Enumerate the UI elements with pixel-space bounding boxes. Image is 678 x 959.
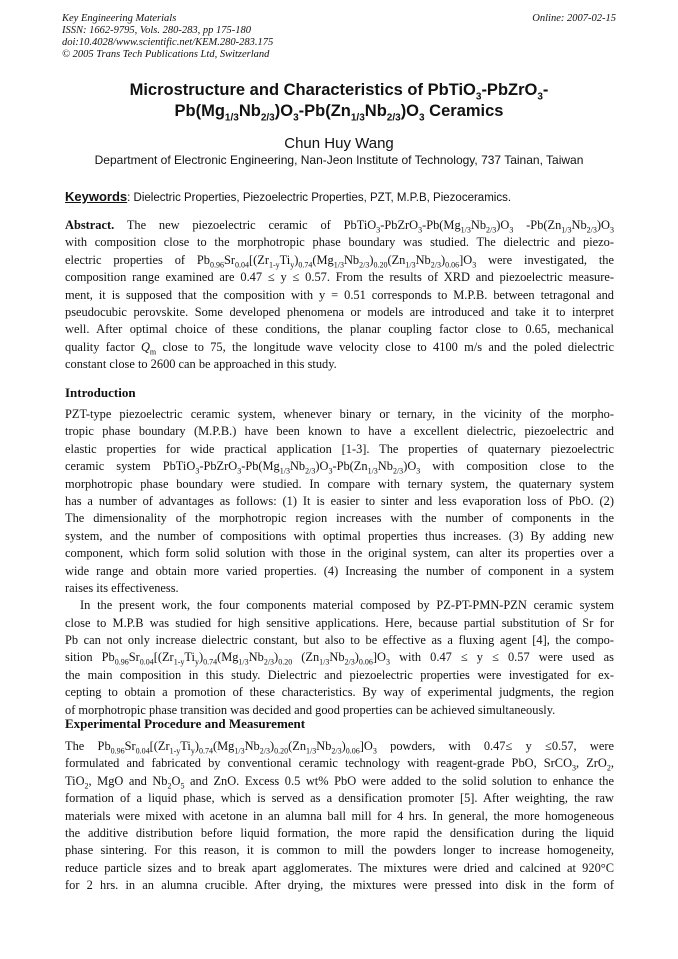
abstract-line: well. After optimal choice of these conditions, the planar coupling factor close to 0.65, mechanical: [65, 322, 614, 337]
exp-line: materials were mixed with acetone in an alumna ball mill for 4 hrs. In general, the more homogeneous: [65, 808, 614, 823]
intro-line: In the present work, the four components material composed by PZ-PT-PMN-PZN ceramic system: [80, 598, 614, 613]
intro-line: raises its effectiveness.: [65, 580, 179, 595]
abstract-line: ment, it is supposed that the composition with y = 0.51 corresponds to M.P.B. between tetragonal and: [65, 287, 614, 302]
intro-line: cepting to obtain a promotion of these characteristics. By way of experimental judgments, the region: [65, 685, 614, 700]
journal-header: [62, 13, 616, 61]
intro-line: system, and the number of compositions with optimal properties thus increases. (3) By adding new: [65, 528, 614, 543]
abstract-line: with composition close to the morphotropic phase boundary was studied. The dielectric and piezo-: [65, 235, 614, 250]
paper-title: [62, 80, 616, 122]
intro-line: The dimensionality of the morphotropic region increases with the number of components in the: [65, 511, 614, 526]
keywords-text: : Dielectric Properties, Piezoelectric Properties, PZT, M.P.B, Piezoceramics.: [127, 192, 512, 204]
introduction-body: [65, 406, 614, 719]
intro-line: close to M.P.B was studied for high sensitive applications. Here, because partial substitution of Sr for: [65, 615, 614, 630]
author-name: Chun Huy Wang: [284, 135, 394, 152]
abstract: [65, 217, 614, 374]
keywords: [65, 189, 615, 204]
title-line-1: Microstructure and Characteristics of PbTiO$_3$-PbZrO$_3$-: [129, 81, 549, 103]
intro-line: Pb can not only increase dielectric constant, but also to be effective as a fluxing agent [4], the compo-: [65, 633, 614, 648]
keywords-label: Keywords: [65, 189, 128, 204]
exp-line: phase sintering. For this reason, it is common to mill the powders longer to increase homogeneity,: [65, 843, 614, 858]
abstract-line: constant close to 2600 can be approached in this study.: [65, 357, 337, 372]
abstract-line: composition range examined are 0.47 ≤ y ≤ 0.57. From the results of XRD and piezoelectric measure-: [65, 270, 614, 285]
abstract-line: electric properties of $Pb_{0.96}Sr_{0.04}[(Zr_{1-y}Ti_y)_{0.74}(Mg_{1/3}Nb_{2/3})_{0.20}(Zn_{1/3}Nb_{2/3})_{0.06}]O_3$ were investigated, the: [65, 252, 614, 270]
exp-line: TiO$_2$, MgO and $Nb_2O_5$ and ZnO. Excess 0.5 wt% PbO were added to the solid solution to enhance the: [65, 773, 614, 791]
abstract-line: pseudocubic perovskite. Some developed phenomena or models are introduced and take it to interpret: [65, 304, 614, 319]
abstract-line: Abstract. The new piezoelectric ceramic of $PbTiO_3-PbZrO_3-Pb(Mg_{1/3}Nb_{2/3})O_3$ $-Pb(Zn_{1/3}Nb_{2/3})O_3$: [65, 218, 614, 235]
intro-line: has a number of advantages as follows: (1) It is easier to sinter and less evaporation loss of PbO. (2): [65, 493, 614, 508]
journal-doi: doi:10.4028/www.scientific.net/KEM.280-283.175: [62, 37, 274, 48]
introduction-heading: Introduction: [65, 385, 136, 400]
exp-line: formulated and fabricated by conventional ceramic technology with reagent-grade PbO, SrCO$_3$, ZrO$_2$,: [65, 756, 614, 773]
experimental-body: [65, 738, 614, 895]
intro-line: wide range and obtain more varied properties. (4) Increasing the number of component in a system: [65, 563, 614, 578]
abstract-label: Abstract.: [65, 218, 115, 232]
intro-line: ceramic system $PbTiO_3-PbZrO_3-Pb(Mg_{1/3}Nb_{2/3})O_3-Pb(Zn_{1/3}Nb_{2/3})O_3$ with composition close to the: [65, 459, 615, 476]
exp-line: the additive distribution before liquid formation, the more rapid the densification during the liquid: [65, 825, 614, 840]
intro-line: the main composition in this study. Dielectric and piezoelectric properties were investigated for ex-: [65, 667, 614, 682]
journal-name: Key Engineering Materials: [62, 13, 177, 24]
intro-line: PZT-type piezoelectric ceramic system, whenever binary or ternary, in the vicinity of the morpho-: [65, 407, 614, 421]
exp-line: The $Pb_{0.96}Sr_{0.04}[(Zr_{1-y}Ti_y)_{0.74}(Mg_{1/3}Nb_{2/3})_{0.20}(Zn_{1/3}Nb_{2/3})_{0.06}]O_3$ powders, with 0.47≤ y ≤0.57, were: [65, 739, 614, 756]
intro-line: of morphotropic phase transition was decided and good properties can be achieved simultaneously.: [65, 702, 556, 717]
intro-line: sition $Pb_{0.96}Sr_{0.04}[(Zr_{1-y}Ti_y)_{0.74}(Mg_{1/3}Nb_{2/3})_{0.20}$ $(Zn_{1/3}Nb_{2/3})_{0.06}]O_3$ with 0.47 ≤ y ≤ 0.57 were used as: [65, 650, 614, 667]
abstract-line: quality factor $Q_m$ close to 75, the longitude wave velocity close to 4100 m/s and the poled dielectric: [65, 339, 614, 357]
intro-line: tropic phase boundary (M.P.B.) have been known to have a excellent dielectric, piezoelectric and: [65, 424, 614, 439]
online-date: Online: 2007-02-15: [532, 13, 616, 24]
intro-line: morphotropic phase boundary were studied. In compare with ternary system, the quaternary system: [65, 476, 614, 491]
title-line-2: $Pb(Mg_{1/3}Nb_{2/3})O_3-Pb(Zn_{1/3}Nb_{2/3})O_3$ Ceramics: [174, 102, 504, 124]
journal-issn: ISSN: 1662-9795, Vols. 280-283, pp 175-180: [62, 25, 251, 36]
intro-line: component, which form solid solution with those in the original system, can alter its properties over a: [65, 546, 614, 561]
intro-line: elastic properties for wide practical application [1-3]. The properties of quaternary piezoelectric: [65, 441, 614, 456]
journal-copyright: © 2005 Trans Tech Publications Ltd, Switzerland: [62, 49, 270, 60]
exp-line: reduce particle sizes and to break apart agglomerates. The mixtures were dried and calcined at 920°C: [65, 860, 614, 875]
exp-line: formation of a liquid phase, which is served as a densification promoter [5]. After weighting, the raw: [65, 791, 614, 806]
exp-line: for 2 hrs. in an alumna crucible. After drying, the mixtures were pressed into disk in the form of: [65, 878, 614, 893]
experimental-heading: Experimental Procedure and Measurement: [65, 716, 306, 731]
author-affiliation: Department of Electronic Engineering, Nan-Jeon Institute of Technology, 737 Tainan, Taiwan: [94, 153, 584, 167]
